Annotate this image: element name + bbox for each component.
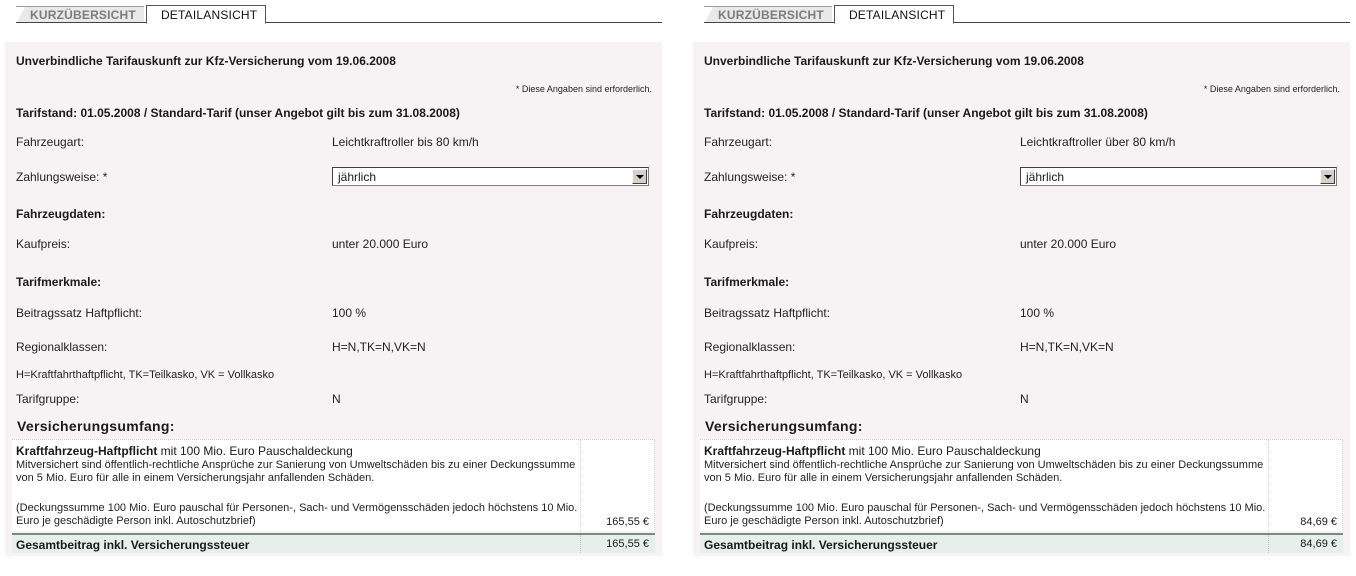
tariff-form [5,42,662,556]
kaufpreis-label: Kaufpreis: [16,237,71,251]
beitragssatz-label: Beitragssatz Haftpflicht: [16,306,143,320]
coverage-description: Mitversichert sind öffentlich-rechtliche Ansprüche zur Sanierung von Umweltschäden bis zu einer Deckungssumme von 5 Mio. Euro für alle in einem Versicherungsjahr anfallenden Schäden. [16,459,576,484]
fahrzeugart-label: Fahrzeugart: [16,135,85,149]
kaufpreis-label: Kaufpreis: [704,237,759,251]
regionalklassen-value: H=N,TK=N,VK=N [1020,340,1114,354]
tarifstand-heading: Tarifstand: 01.05.2008 / Standard-Tarif (unser Angebot gilt bis zum 31.08.2008) [16,106,460,120]
fahrzeugart-value: Leichtkraftroller über 80 km/h [1020,135,1176,149]
tarifmerkmale-heading: Tarifmerkmale: [16,275,102,289]
coverage-details: (Deckungssumme 100 Mio. Euro pauschal für Personen-, Sach- und Vermögensschäden jedoch höchstens 10 Mio. Euro je geschädigte Person inkl. Autoschutzbrief) [16,502,578,527]
zahlungsweise-selected-value: jährlich [338,170,377,184]
tab-detailansicht[interactable]: DETAILANSICHT [834,5,954,24]
beitragssatz-label: Beitragssatz Haftpflicht: [704,306,831,320]
total-label: Gesamtbeitrag inkl. Versicherungssteuer [16,538,250,552]
coverage-description: Mitversichert sind öffentlich-rechtliche Ansprüche zur Sanierung von Umweltschäden bis zu einer Deckungssumme von 5 Mio. Euro für alle in einem Versicherungsjahr anfallenden Schäden. [704,459,1264,484]
column-divider [580,440,581,532]
fahrzeugart-value: Leichtkraftroller bis 80 km/h [332,135,479,149]
page-title: Unverbindliche Tarifauskunft zur Kfz-Versicherung vom 19.06.2008 [704,54,1084,68]
regionalklassen-hint: H=Kraftfahrthaftpflicht, TK=Teilkasko, VK = Vollkasko [704,369,963,381]
regionalklassen-label: Regionalklassen: [704,340,796,354]
required-note: * Diese Angaben sind erforderlich. [515,84,652,94]
zahlungsweise-selected-value: jährlich [1026,170,1065,184]
chevron-down-icon[interactable] [632,169,647,184]
coverage-price: 84,69 € [1300,516,1337,528]
tariff-form [693,42,1350,556]
total-row [12,533,655,553]
tab-strip-divider [704,22,1350,23]
chevron-down-icon[interactable] [1320,169,1335,184]
total-row [700,533,1343,553]
tab-detailansicht[interactable]: DETAILANSICHT [146,5,266,24]
total-price: 165,55 € [606,538,649,550]
column-divider [1268,440,1269,532]
coverage-title-bold: Kraftfahrzeug-Haftpflicht [16,444,158,458]
fahrzeugart-label: Fahrzeugart: [704,135,773,149]
tariff-panel-right [688,0,1356,576]
fahrzeugdaten-heading: Fahrzeugdaten: [704,207,794,221]
tab-strip [16,4,266,23]
page-title: Unverbindliche Tarifauskunft zur Kfz-Versicherung vom 19.06.2008 [16,54,396,68]
tarifgruppe-value: N [1020,392,1029,406]
tarifgruppe-value: N [332,392,341,406]
fahrzeugdaten-heading: Fahrzeugdaten: [16,207,106,221]
coverage-title [704,444,1041,458]
kaufpreis-value: unter 20.000 Euro [1020,237,1117,251]
total-price: 84,69 € [1300,538,1337,550]
beitragssatz-value: 100 % [332,306,367,320]
column-edge [654,440,655,532]
regionalklassen-value: H=N,TK=N,VK=N [332,340,426,354]
tarifgruppe-label: Tarifgruppe: [16,392,80,406]
versicherungsumfang-heading: Versicherungsumfang: [705,418,863,434]
tarifmerkmale-heading: Tarifmerkmale: [704,275,790,289]
total-divider [580,535,581,553]
tarifstand-heading: Tarifstand: 01.05.2008 / Standard-Tarif (unser Angebot gilt bis zum 31.08.2008) [704,106,1148,120]
tarifgruppe-label: Tarifgruppe: [704,392,768,406]
coverage-title-rest: mit 100 Mio. Euro Pauschaldeckung [157,444,353,458]
versicherungsumfang-heading: Versicherungsumfang: [17,418,175,434]
coverage-title-bold: Kraftfahrzeug-Haftpflicht [704,444,846,458]
coverage-title-rest: mit 100 Mio. Euro Pauschaldeckung [845,444,1041,458]
required-note: * Diese Angaben sind erforderlich. [1203,84,1340,94]
tab-kurzuebersicht[interactable]: KURZÜBERSICHT [16,6,144,23]
coverage-title [16,444,353,458]
kaufpreis-value: unter 20.000 Euro [332,237,429,251]
total-divider [1268,535,1269,553]
tab-kurzuebersicht[interactable]: KURZÜBERSICHT [704,6,832,23]
regionalklassen-label: Regionalklassen: [16,340,108,354]
column-edge [1342,440,1343,532]
tariff-panel-left [0,0,668,576]
zahlungsweise-label: Zahlungsweise: * [704,170,796,184]
coverage-details: (Deckungssumme 100 Mio. Euro pauschal für Personen-, Sach- und Vermögensschäden jedoch höchstens 10 Mio. Euro je geschädigte Person inkl. Autoschutzbrief) [704,502,1266,527]
total-label: Gesamtbeitrag inkl. Versicherungssteuer [704,538,938,552]
tab-strip [704,4,954,23]
coverage-row [700,439,1343,531]
zahlungsweise-select[interactable] [1020,167,1337,186]
coverage-row [12,439,655,531]
zahlungsweise-select[interactable] [332,167,649,186]
regionalklassen-hint: H=Kraftfahrthaftpflicht, TK=Teilkasko, VK = Vollkasko [16,369,275,381]
zahlungsweise-label: Zahlungsweise: * [16,170,108,184]
coverage-price: 165,55 € [606,516,649,528]
beitragssatz-value: 100 % [1020,306,1055,320]
tab-strip-divider [16,22,662,23]
